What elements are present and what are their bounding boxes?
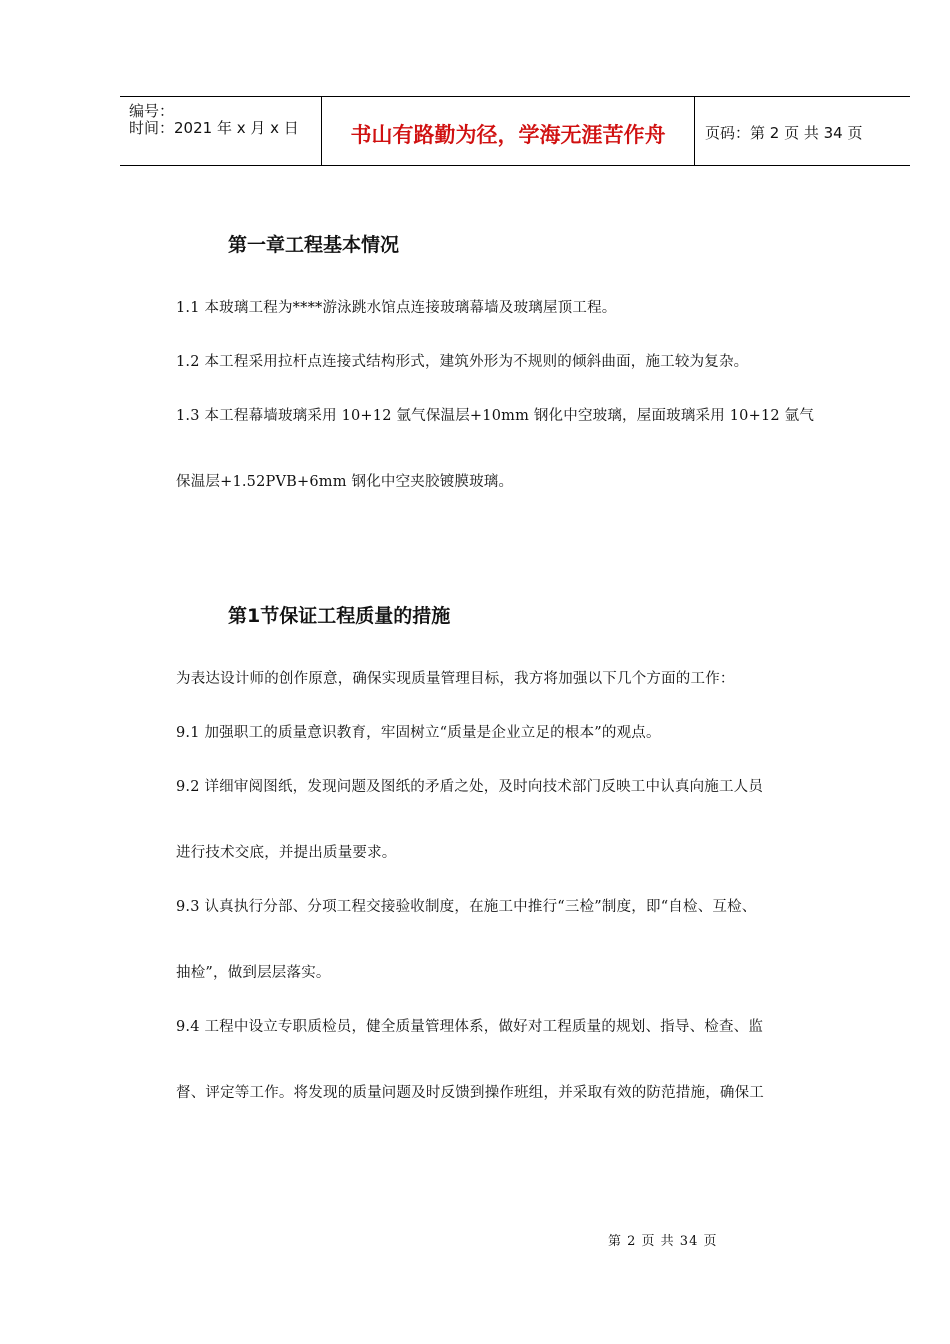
section-title: 第1节保证工程质量的措施 [228,605,451,627]
paragraph: 9.1 加强职工的质量意识教育，牢固树立“质量是企业立足的根本”的观点。 [176,725,661,741]
chapter-title: 第一章工程基本情况 [228,234,400,256]
header-motto-cell [322,97,695,165]
paragraph: 抽检”，做到层层落实。 [176,965,331,981]
paragraph: 督、评定等工作。将发现的质量问题及时反馈到操作班组，并采取有效的防范措施，确保工 [176,1085,764,1101]
paragraph: 9.4 工程中设立专职质检员，健全质量管理体系，做好对工程质量的规划、指导、检查、监 [176,1019,764,1035]
paragraph: 9.3 认真执行分部、分项工程交接验收制度，在施工中推行“三检”制度，即“自检、互检、 [176,899,757,915]
paragraph: 进行技术交底，并提出质量要求。 [176,845,397,861]
motto: 书山有路勤为径，学海无涯苦作舟 [350,123,666,147]
date-label: 时间：2021 年 x 月 x 日 [129,119,299,137]
page-code: 页码：第 2 页 共 34 页 [705,124,863,142]
document-header [120,96,910,166]
paragraph: 1.1 本玻璃工程为****游泳跳水馆点连接玻璃幕墙及玻璃屋顶工程。 [176,300,617,316]
page-footer: 第 2 页 共 34 页 [608,1234,718,1249]
header-info-cell [120,97,322,165]
paragraph: 1.3 本工程幕墙玻璃采用 10+12 氩气保温层+10mm 钢化中空玻璃，屋面玻璃采用 10+12 氩气 [176,408,815,424]
paragraph: 1.2 本工程采用拉杆点连接式结构形式，建筑外形为不规则的倾斜曲面，施工较为复杂。 [176,354,749,370]
paragraph: 保温层+1.52PVB+6mm 钢化中空夹胶镀膜玻璃。 [176,474,514,490]
serial-number-label: 编号： [129,102,175,120]
paragraph: 9.2 详细审阅图纸，发现问题及图纸的矛盾之处，及时向技术部门反映工中认真向施工人员 [176,779,764,795]
paragraph: 为表达设计师的创作原意，确保实现质量管理目标，我方将加强以下几个方面的工作： [176,671,735,687]
header-page-cell [695,97,910,165]
